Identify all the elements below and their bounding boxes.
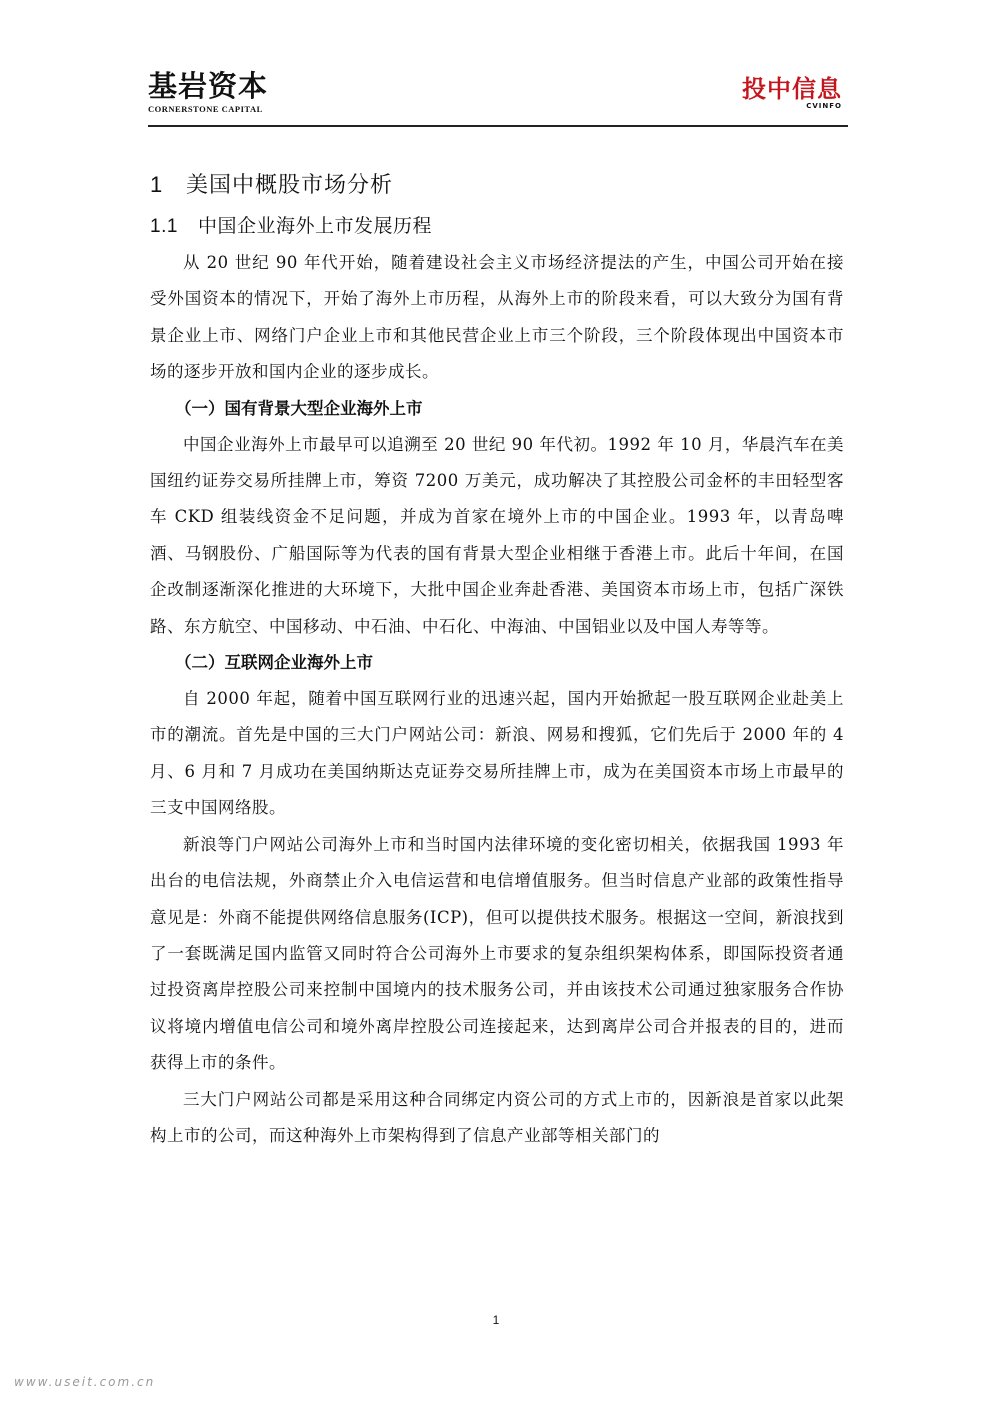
logo-right-en: CVINFO (806, 102, 842, 110)
cvinfo-logo (742, 76, 842, 110)
header-divider (148, 125, 848, 127)
internet-paragraph-3: 三大门户网站公司都是采用这种合同绑定内资公司的方式上市的，因新浪是首家以此架构上市的公司，而这种海外上市架构得到了信息产业部等相关部门的 (150, 1089, 844, 1145)
internet-paragraph-2: 新浪等门户网站公司海外上市和当时国内法律环境的变化密切相关，依据我国 1993 年出台的电信法规，外商禁止介入电信运营和电信增值服务。但当时信息产业部的政策性指导意见是：外商不能提供网络信息服务(ICP)，但可以提供技术服务。根据这一空间，新浪找到了一套既满足国内监管又同时符合公司海外上市要求的复杂组织架构体系，即国际投资者通过投资离岸控股公司来控制中国境内的技术服务公司，并由该技术公司通过独家服务合作协议将境内增值电信公司和境外离岸控股公司连接起来，达到离岸公司合并报表的目的，进而获得上市的条件。 (150, 834, 844, 1073)
site-watermark: www.useit.com.cn (14, 1375, 156, 1389)
page-number: 1 (492, 1313, 500, 1327)
section-number: 1 (150, 172, 164, 197)
logo-left-en: CORNERSTONE CAPITAL (148, 104, 263, 114)
subsection-number: 1.1 (150, 216, 178, 237)
subsection-title: 中国企业海外上市发展历程 (198, 215, 433, 237)
internet-paragraph-1: 自 2000 年起，随着中国互联网行业的迅速兴起，国内开始掀起一股互联网企业赴美上市的潮流。首先是中国的三大门户网站公司：新浪、网易和搜狐，它们先后于 2000 年的 4 月、6 月和 7 月成功在美国纳斯达克证券交易所挂牌上市，成为在美国资本市场上市最早的三支中国网络股。 (150, 689, 844, 818)
logo-left-cn: 基岩资本 (148, 69, 269, 103)
soe-listing-paragraph: 中国企业海外上市最早可以追溯至 20 世纪 90 年代初。1992 年 10 月，华晨汽车在美国纽约证券交易所挂牌上市，筹资 7200 万美元，成功解决了其控股公司金杯的丰田轻型客车 CKD 组装线资金不足问题，并成为首家在境外上市的中国企业。1993 年，以青岛啤酒、马钢股份、广船国际等为代表的国有背景大型企业相继于香港上市。此后十年间，在国企改制逐渐深化推进的大环境下，大批中国企业奔赴香港、美国资本市场上市，包括广深铁路、东方航空、中国移动、中石油、中石化、中海油、中国铝业以及中国人寿等等。 (150, 434, 845, 636)
intro-paragraph: 从 20 世纪 90 年代开始，随着建设社会主义市场经济提法的产生，中国公司开始在接受外国资本的情况下，开始了海外上市历程，从海外上市的阶段来看，可以大致分为国有背景企业上市、网络门户企业上市和其他民营企业上市三个阶段，三个阶段体现出中国资本市场的逐步开放和国内企业的逐步成长。 (150, 253, 844, 382)
subsection-heading (150, 207, 844, 245)
cornerstone-capital-logo (148, 70, 268, 114)
section-heading (150, 163, 844, 207)
section-title: 美国中概股市场分析 (186, 173, 394, 198)
document-body (150, 163, 844, 1154)
internet-listing-heading: （二）互联网企业海外上市 (175, 653, 373, 673)
logo-right-cn: 投中信息 (742, 75, 842, 103)
page-header (148, 70, 848, 126)
soe-listing-heading: （一）国有背景大型企业海外上市 (175, 398, 423, 418)
